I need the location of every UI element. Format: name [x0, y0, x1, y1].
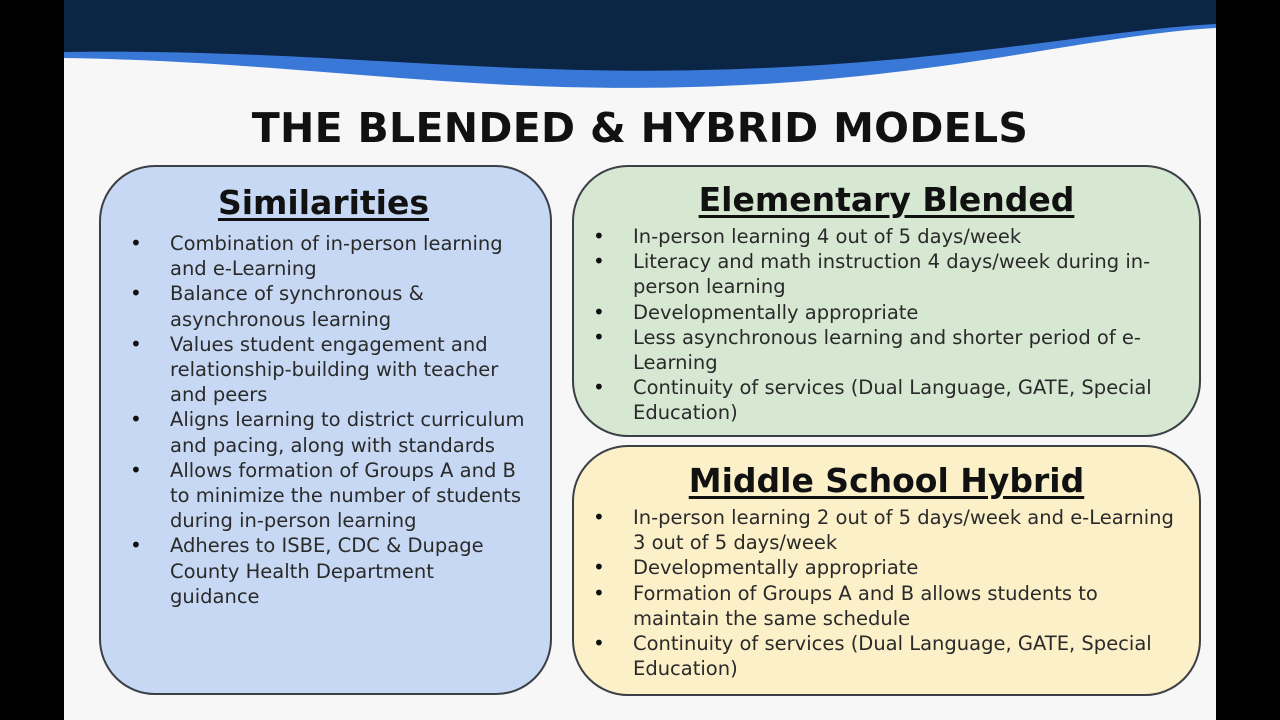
list-item: • Continuity of services (Dual Language, GATE, Special Education) — [633, 375, 1179, 425]
list-item: • Literacy and math instruction 4 days/week during in-person learning — [633, 249, 1179, 299]
elementary-list — [574, 224, 1199, 426]
list-item: • Balance of synchronous & asynchronous learning — [170, 281, 528, 331]
similarities-panel — [99, 165, 552, 695]
slide-title: THE BLENDED & HYBRID MODELS — [251, 104, 1029, 152]
list-item: • Continuity of services (Dual Language, GATE, Special Education) — [633, 631, 1179, 681]
elementary-blended-panel — [572, 165, 1201, 437]
list-item: • Allows formation of Groups A and B to minimize the number of students during in-person learning — [170, 458, 528, 534]
middle-heading: Middle School Hybrid — [688, 461, 1085, 500]
list-item: • Less asynchronous learning and shorter period of e-Learning — [633, 325, 1179, 375]
list-item: • Developmentally appropriate — [633, 300, 1179, 325]
list-item: • Adheres to ISBE, CDC & Dupage County Health Department guidance — [170, 533, 528, 609]
list-item: • Values student engagement and relationship-building with teacher and peers — [170, 332, 528, 408]
header-wave-banner — [64, 0, 1216, 110]
middle-list — [574, 505, 1199, 681]
similarities-heading: Similarities — [217, 183, 430, 222]
list-item: • Developmentally appropriate — [633, 555, 1179, 580]
list-item: • In-person learning 4 out of 5 days/week — [633, 224, 1179, 249]
list-item: • Formation of Groups A and B allows students to maintain the same schedule — [633, 581, 1179, 631]
similarities-list — [101, 231, 550, 609]
middle-school-hybrid-panel — [572, 445, 1201, 696]
elementary-heading: Elementary Blended — [698, 180, 1075, 219]
slide — [64, 0, 1216, 720]
list-item: • Combination of in-person learning and e-Learning — [170, 231, 528, 281]
list-item: • In-person learning 2 out of 5 days/week and e-Learning 3 out of 5 days/week — [633, 505, 1179, 555]
list-item: • Aligns learning to district curriculum and pacing, along with standards — [170, 407, 528, 457]
